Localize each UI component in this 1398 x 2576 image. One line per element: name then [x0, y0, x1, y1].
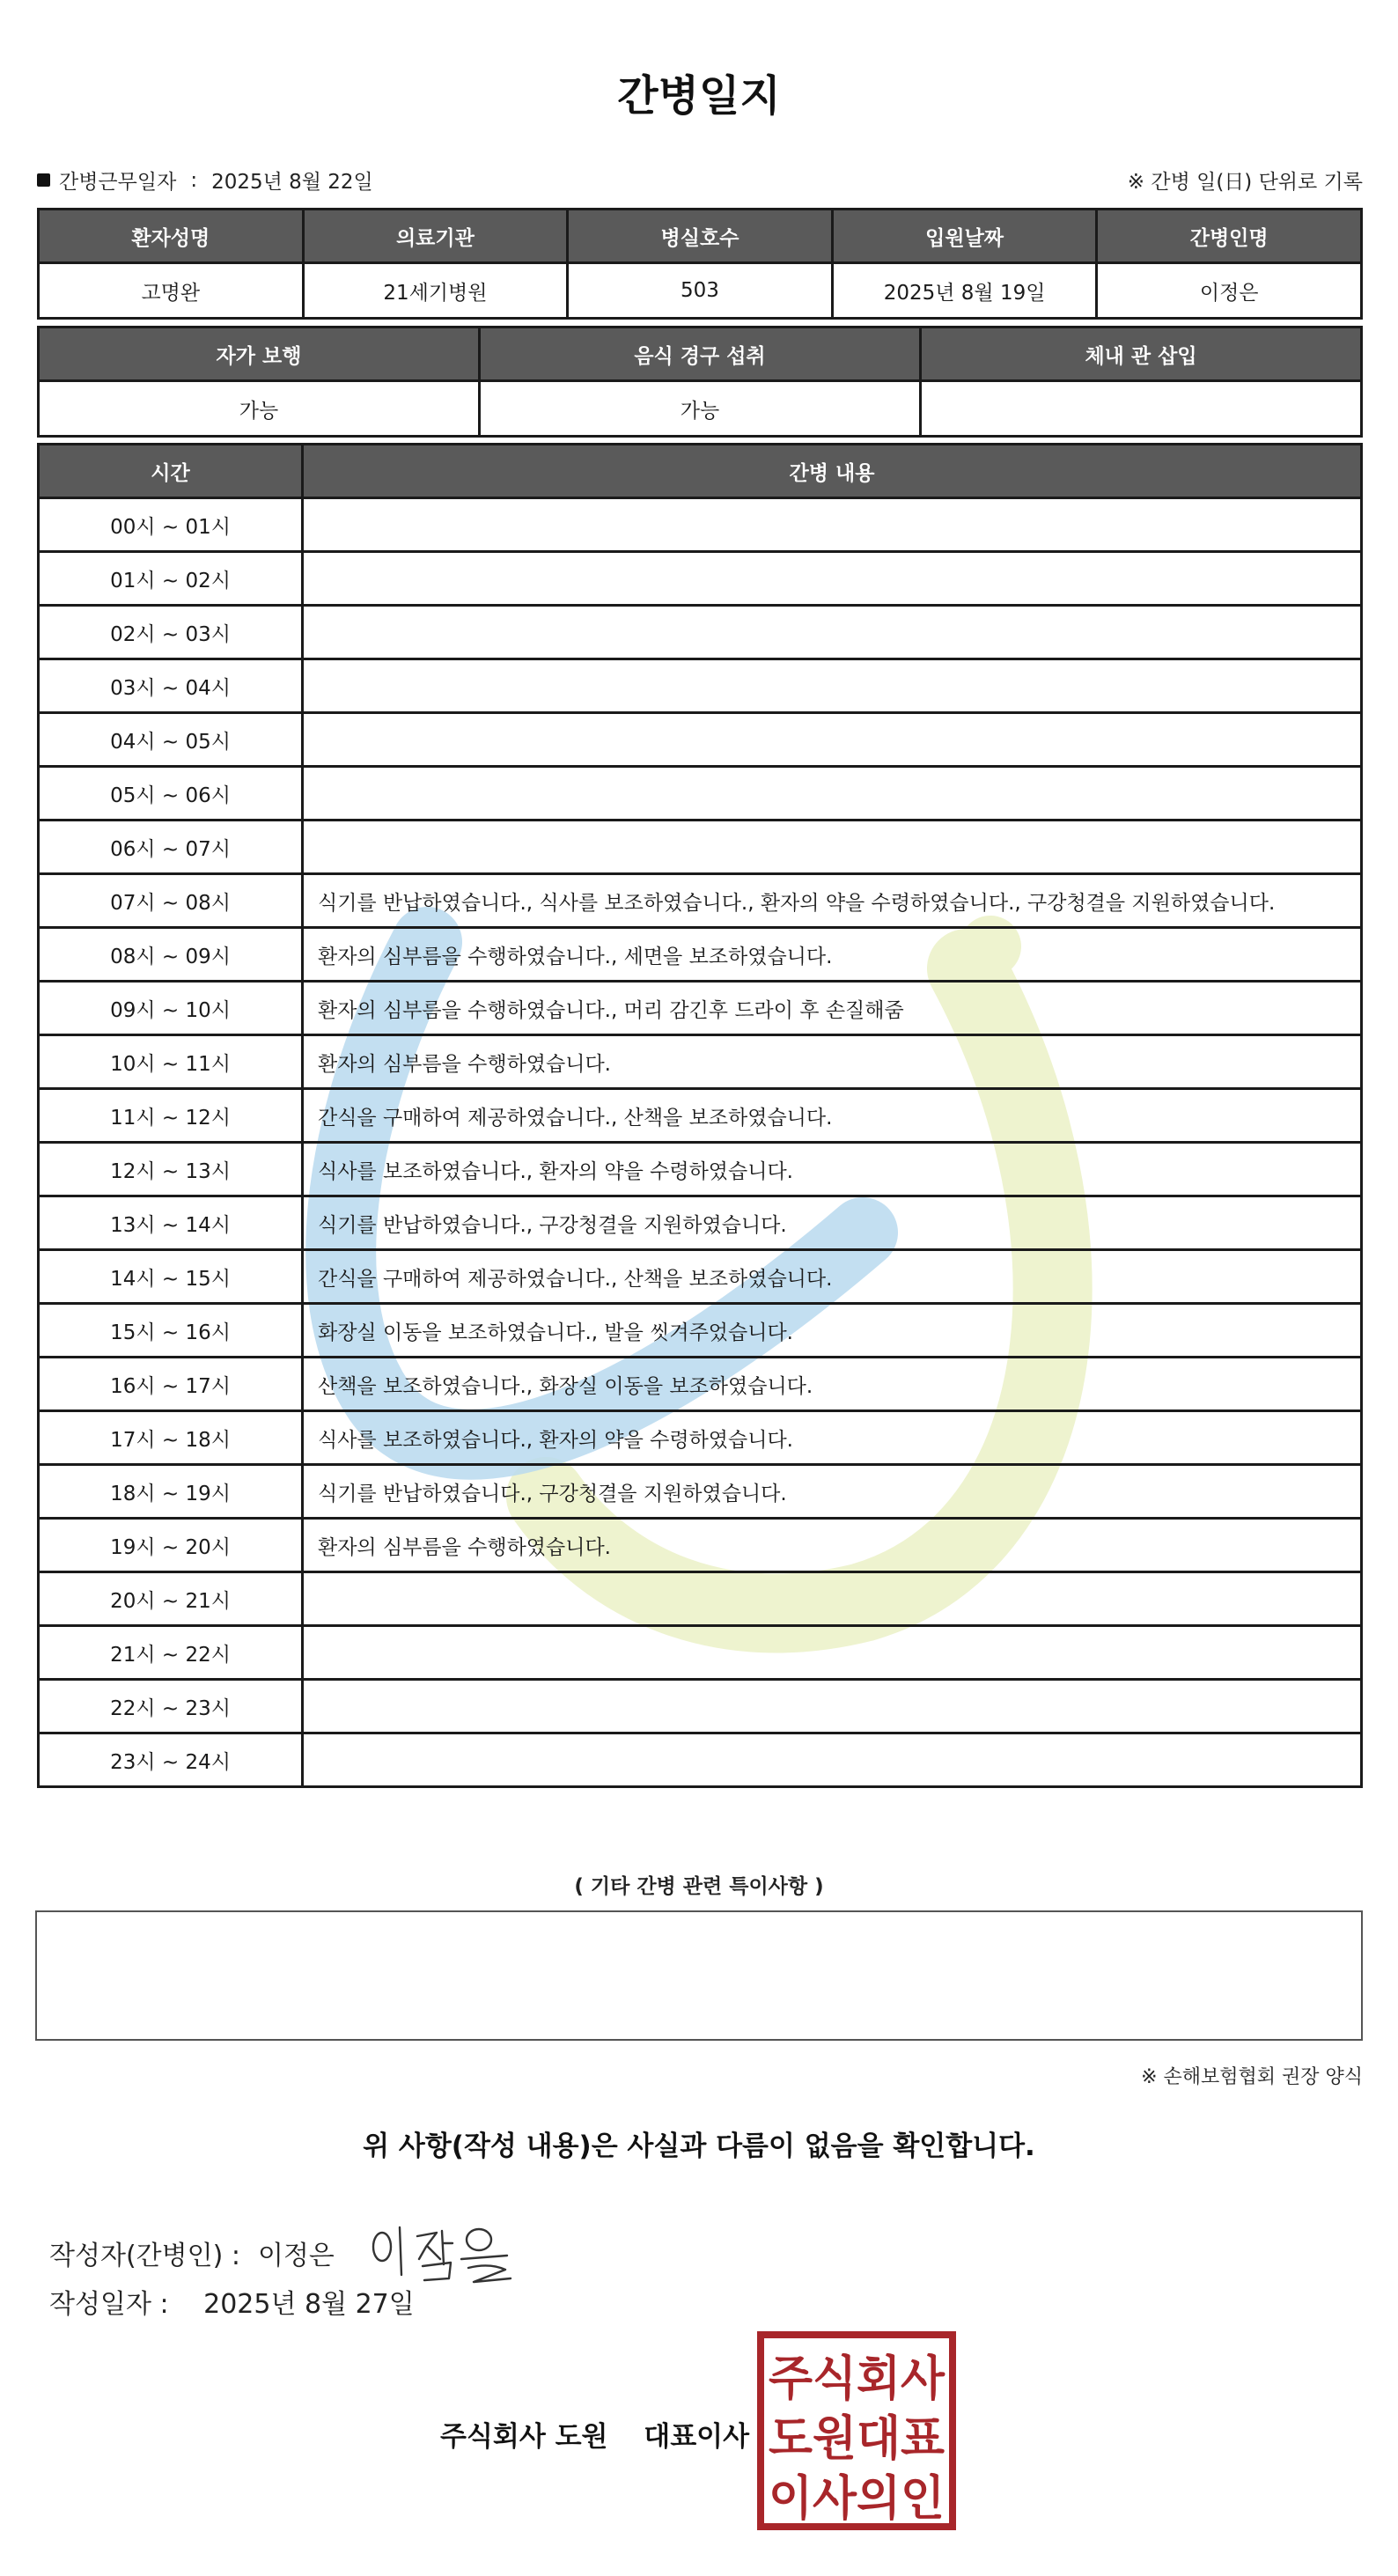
seal-line-2: 도원대표: [769, 2410, 945, 2466]
writer-name: 이정은: [257, 2241, 335, 2271]
care-log-table: [37, 443, 1363, 1788]
table-row: [39, 874, 1362, 928]
header-caregiver-name: 간병인명: [1097, 210, 1362, 263]
remarks-title: ( 기타 간병 관련 특이사항 ): [574, 1875, 824, 1898]
time-slot: 19시 ~ 20시: [39, 1519, 303, 1572]
header-self-walking: 자가 보행: [39, 328, 480, 381]
work-date-value: 2025년 8월 22일: [211, 171, 373, 194]
table-row: [39, 1143, 1362, 1196]
time-slot: 09시 ~ 10시: [39, 982, 303, 1035]
care-content: [303, 713, 1362, 767]
table-row: [39, 1626, 1362, 1680]
oral-intake-value: 가능: [480, 381, 921, 437]
time-slot: 10시 ~ 11시: [39, 1035, 303, 1089]
time-slot: 08시 ~ 09시: [39, 928, 303, 982]
care-content: 식사를 보조하였습니다., 환자의 약을 수령하였습니다.: [303, 1411, 1362, 1465]
header-hospital: 의료기관: [303, 210, 568, 263]
care-content: [303, 552, 1362, 606]
time-slot: 23시 ~ 24시: [39, 1733, 303, 1787]
patient-info-header-row: [39, 210, 1362, 263]
care-content: 식기를 반납하였습니다., 식사를 보조하였습니다., 환자의 약을 수령하였습니다., 구강청결을 지원하였습니다.: [303, 874, 1362, 928]
care-content: 환자의 심부름을 수행하였습니다.: [303, 1035, 1362, 1089]
table-row: [39, 767, 1362, 821]
care-content: 환자의 심부름을 수행하였습니다.: [303, 1519, 1362, 1572]
care-content: 환자의 심부름을 수행하였습니다., 세면을 보조하였습니다.: [303, 928, 1362, 982]
care-content: 식기를 반납하였습니다., 구강청결을 지원하였습니다.: [303, 1196, 1362, 1250]
table-row: [39, 1572, 1362, 1626]
company-seal: [757, 2331, 956, 2530]
admission-date: 2025년 8월 19일: [832, 263, 1097, 319]
page-title: 간병일지: [617, 71, 781, 121]
seal-line-1: 주식회사: [769, 2351, 945, 2406]
table-row: [39, 713, 1362, 767]
seal-line-3: 이사의인: [769, 2470, 945, 2526]
time-slot: 14시 ~ 15시: [39, 1250, 303, 1304]
time-slot: 21시 ~ 22시: [39, 1626, 303, 1680]
time-slot: 18시 ~ 19시: [39, 1465, 303, 1519]
table-row: [39, 928, 1362, 982]
daily-record-note: ※ 간병 일(日) 단위로 기록: [1127, 171, 1363, 194]
header-care-content: 간병 내용: [303, 445, 1362, 498]
time-slot: 03시 ~ 04시: [39, 659, 303, 713]
time-slot: 13시 ~ 14시: [39, 1196, 303, 1250]
remarks-box: [35, 1910, 1363, 2041]
time-slot: 22시 ~ 23시: [39, 1680, 303, 1733]
patient-info-value-row: [39, 263, 1362, 319]
header-room-number: 병실호수: [568, 210, 833, 263]
time-slot: 11시 ~ 12시: [39, 1089, 303, 1143]
written-date-label: 작성일자 :: [49, 2289, 169, 2320]
time-slot: 06시 ~ 07시: [39, 821, 303, 874]
time-slot: 12시 ~ 13시: [39, 1143, 303, 1196]
care-content: [303, 1680, 1362, 1733]
work-date: [37, 166, 373, 195]
time-slot: 15시 ~ 16시: [39, 1304, 303, 1358]
table-row: [39, 1196, 1362, 1250]
header-tube-insertion: 체내 관 삽입: [921, 328, 1362, 381]
care-content: [303, 606, 1362, 659]
care-content: [303, 1572, 1362, 1626]
care-content: [303, 659, 1362, 713]
time-slot: 16시 ~ 17시: [39, 1358, 303, 1411]
recommended-form-note: ※ 손해보험협회 권장 양식: [1141, 2066, 1363, 2088]
company-name: 주식회사 도원: [440, 2421, 608, 2453]
patient-info-table: [37, 208, 1363, 320]
care-content: 간식을 구매하여 제공하였습니다., 산책을 보조하였습니다.: [303, 1089, 1362, 1143]
time-slot: 04시 ~ 05시: [39, 713, 303, 767]
table-row: [39, 1035, 1362, 1089]
time-slot: 17시 ~ 18시: [39, 1411, 303, 1465]
writer-row: [49, 2220, 516, 2285]
care-content: [303, 1733, 1362, 1787]
work-date-label: 간병근무일자: [59, 171, 177, 194]
company-signature-line: [440, 2414, 749, 2454]
care-content: 환자의 심부름을 수행하였습니다., 머리 감긴후 드라이 후 손질해줌: [303, 982, 1362, 1035]
care-content: 화장실 이동을 보조하였습니다., 발을 씻겨주었습니다.: [303, 1304, 1362, 1358]
table-row: [39, 1680, 1362, 1733]
meta-row: [37, 166, 1363, 192]
table-row: [39, 1411, 1362, 1465]
care-content: 산책을 보조하였습니다., 화장실 이동을 보조하였습니다.: [303, 1358, 1362, 1411]
handwritten-signature: [366, 2220, 516, 2285]
header-patient-name: 환자성명: [39, 210, 304, 263]
table-row: [39, 659, 1362, 713]
table-row: [39, 1089, 1362, 1143]
care-content: [303, 498, 1362, 552]
table-row: [39, 1465, 1362, 1519]
care-log-body: [39, 498, 1362, 1787]
ceo-title: 대표이사: [644, 2421, 750, 2453]
table-row: [39, 498, 1362, 552]
tube-insertion-value: [921, 381, 1362, 437]
care-content: 식기를 반납하였습니다., 구강청결을 지원하였습니다.: [303, 1465, 1362, 1519]
written-date-value: 2025년 8월 27일: [203, 2289, 415, 2320]
confirmation-statement: 위 사항(작성 내용)은 사실과 다름이 없음을 확인합니다.: [363, 2131, 1035, 2162]
time-slot: 00시 ~ 01시: [39, 498, 303, 552]
table-row: [39, 982, 1362, 1035]
care-content: [303, 821, 1362, 874]
self-walking-value: 가능: [39, 381, 480, 437]
table-row: [39, 606, 1362, 659]
patient-status-value-row: [39, 381, 1362, 437]
care-content: [303, 1626, 1362, 1680]
table-row: [39, 1250, 1362, 1304]
bullet-square-icon: [37, 173, 50, 187]
room-number: 503: [568, 263, 833, 319]
time-slot: 20시 ~ 21시: [39, 1572, 303, 1626]
written-date-row: [49, 2282, 415, 2321]
care-content: 식사를 보조하였습니다., 환자의 약을 수령하였습니다.: [303, 1143, 1362, 1196]
header-admission-date: 입원날짜: [832, 210, 1097, 263]
work-date-separator: :: [190, 168, 198, 192]
header-time: 시간: [39, 445, 303, 498]
header-oral-intake: 음식 경구 섭취: [480, 328, 921, 381]
patient-name: 고명완: [39, 263, 304, 319]
time-slot: 02시 ~ 03시: [39, 606, 303, 659]
time-slot: 01시 ~ 02시: [39, 552, 303, 606]
table-row: [39, 1358, 1362, 1411]
table-row: [39, 1519, 1362, 1572]
table-row: [39, 821, 1362, 874]
time-slot: 05시 ~ 06시: [39, 767, 303, 821]
time-slot: 07시 ~ 08시: [39, 874, 303, 928]
patient-status-header-row: [39, 328, 1362, 381]
patient-status-table: [37, 326, 1363, 438]
writer-label: 작성자(간병인) :: [49, 2241, 240, 2271]
care-content: 간식을 구매하여 제공하였습니다., 산책을 보조하였습니다.: [303, 1250, 1362, 1304]
hospital-name: 21세기병원: [303, 263, 568, 319]
caregiver-name: 이정은: [1097, 263, 1362, 319]
table-row: [39, 552, 1362, 606]
table-row: [39, 1304, 1362, 1358]
table-row: [39, 1733, 1362, 1787]
care-log-header-row: [39, 445, 1362, 498]
care-content: [303, 767, 1362, 821]
